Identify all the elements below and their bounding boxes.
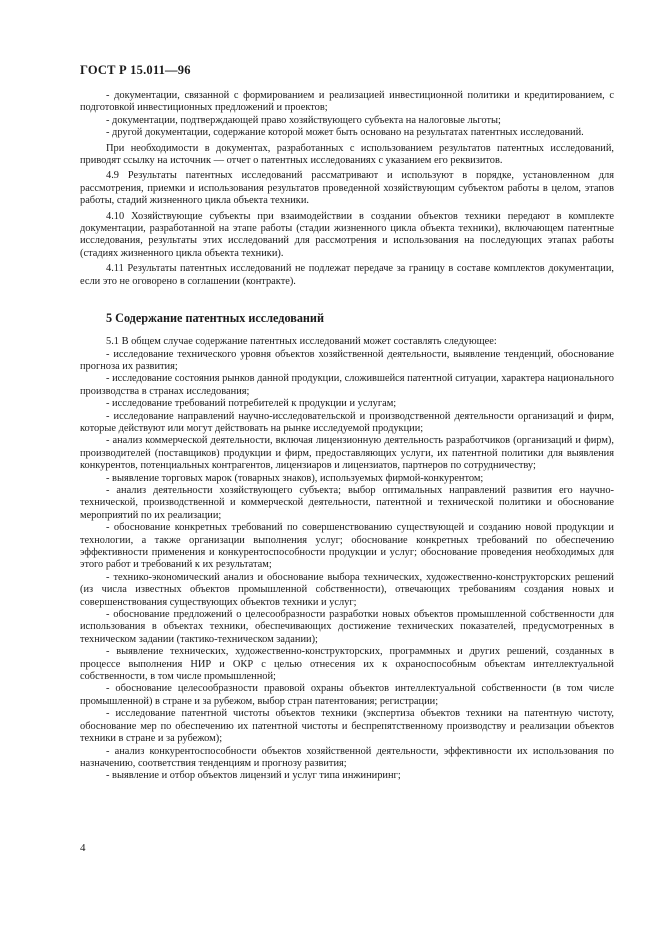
paragraph: - документации, подтверждающей право хозяйствующего субъекта на налоговые льготы; bbox=[106, 114, 501, 126]
paragraph-4-9: 4.9 Результаты патентных исследований рассматривают и используют в порядке, установленном для рассмотрения, приемки и использования результатов проведенной хозяйствующим субъектом работы в целом, этапов работы, стадий жизненного цикла объекта техники. bbox=[80, 170, 614, 207]
page-number: 4 bbox=[80, 842, 86, 854]
list-item: - обоснование предложений о целесообразности разработки новых объектов промышленной собственности для использования в объектах техники, обеспечивающих достижение технических показателей, предусмотренных в техническом задании (тактико-техническом задании); bbox=[80, 609, 614, 645]
list-item: - обоснование целесообразности правовой охраны объектов интеллектуальной собственности (в том числе промышленной) в стране и за рубежом, выбор стран патентования; регистрации; bbox=[80, 683, 614, 707]
paragraph: - другой документации, содержание которой может быть основано на результатах патентных исследований. bbox=[106, 127, 584, 139]
list-item: - исследование патентной чистоты объектов техники (экспертиза объектов техники на патентную чистоту, обоснование мер по обеспечению их патентной чистоты и беспрепятственному производству и реализации объектов техники в стране и за рубежом); bbox=[80, 708, 614, 745]
document-body bbox=[80, 90, 614, 783]
paragraph: При необходимости в документах, разработанных с использованием результатов патентных исследований, приводят ссылку на источник — отчет о патентных исследованиях с указанием его реквизитов. bbox=[80, 142, 614, 167]
list-item: - анализ конкурентоспособности объектов хозяйственной деятельности, эффективности их использования по назначению, соответствия тенденциям и прогнозу развития; bbox=[80, 745, 614, 769]
paragraph-5-1: 5.1 В общем случае содержание патентных исследований может составлять следующее: bbox=[106, 336, 497, 348]
section-title: 5 Содержание патентных исследований bbox=[106, 311, 324, 326]
list-item: - обоснование конкретных требований по совершенствованию существующей и созданию новой продукции и технологии, а также организации выполнения услуг; обоснование конкретных требований по обеспечению эффективности применения и конкурентоспособности продукции и услуг; обоснование проведения необходимых для этого работ и требований к их результатам; bbox=[80, 522, 614, 571]
paragraph-4-10: 4.10 Хозяйствующие субъекты при взаимодействии в создании объектов техники передают в комплекте документации, разработанной на этапе работы (стадии жизненного цикла объекта техники), включающем патентные исследования, результаты этих исследований для рассмотрения и использования на последующих этапах работы (стадиях жизненного цикла объекта техники). bbox=[80, 210, 614, 259]
list-item: - выявление торговых марок (товарных знаков), используемых фирмой-конкурентом; bbox=[106, 472, 484, 484]
list-item: - исследование состояния рынков данной продукции, сложившейся патентной ситуации, характера национального производства в странах исследования; bbox=[80, 373, 614, 397]
list-item: - технико-экономический анализ и обоснование выбора технических, художественно-конструкторских решений (из числа известных объектов промышленной собственности), отвечающих требованиям создания новых и совершенствования существующих объектов техники и услуг; bbox=[80, 571, 614, 608]
list-item: - исследование технического уровня объектов хозяйственной деятельности, выявление тенденций, обоснование прогноза их развития; bbox=[80, 348, 614, 372]
list-item: - анализ коммерческой деятельности, включая лицензионную деятельность разработчиков (организаций и фирм), производителей (поставщиков) продукции и фирм, предоставляющих услуги, их патентной политики для выявления конкурентов, потенциальных контрагентов, лицензиаров и лицензиатов, партнеров по сотрудничеству; bbox=[80, 435, 614, 472]
list-item: - исследование требований потребителей к продукции и услугам; bbox=[106, 398, 397, 410]
paragraph: - документации, связанной с формированием и реализацией инвестиционной политики и кредитированием, с подготовкой инвестиционных предложений и проектов; bbox=[80, 90, 614, 114]
list-item: - анализ деятельности хозяйствующего субъекта; выбор оптимальных направлений развития его научно-технической, производственной и коммерческой деятельности, патентной и технической политики и обоснование мероприятий по их реализации; bbox=[80, 484, 614, 521]
paragraph-4-11: 4.11 Результаты патентных исследований не подлежат передаче за границу в составе комплектов документации, если это не оговорено в соглашении (контракте). bbox=[80, 263, 614, 287]
list-item: - исследование направлений научно-исследовательской и производственной деятельности организаций и фирм, которые действуют или могут действовать на рынке исследуемой продукции; bbox=[80, 410, 614, 434]
list-item: - выявление и отбор объектов лицензий и услуг типа инжиниринг; bbox=[106, 770, 401, 782]
list-item: - выявление технических, художественно-конструкторских, программных и других решений, созданных в процессе выполнения НИР и ОКР с целью отнесения их к охраноспособным объектам интеллектуальной собственности, в том числе промышленной; bbox=[80, 646, 614, 683]
document-code-header: ГОСТ Р 15.011—96 bbox=[80, 63, 191, 77]
